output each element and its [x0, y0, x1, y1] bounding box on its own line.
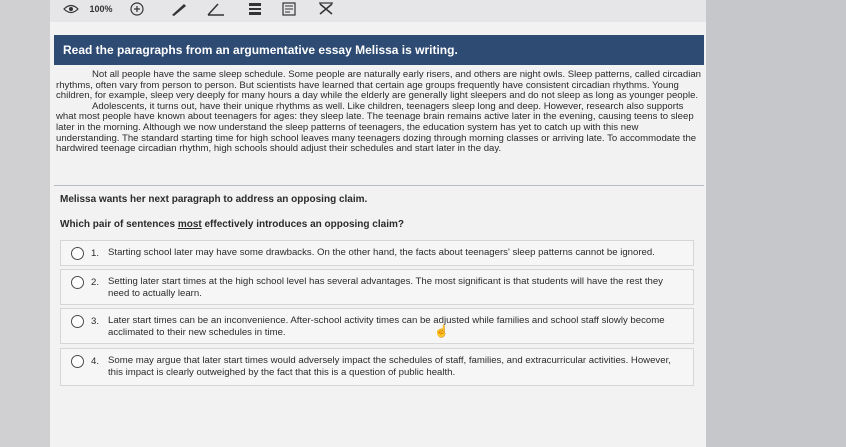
option-text: Later start times can be an inconvenience. After-school activity times can be adjusted while families and school staff slowly become acclimated to their new schedules in time.	[108, 315, 665, 338]
highlighter-icon[interactable]	[205, 0, 227, 18]
hand-cursor-icon: ☝	[434, 324, 449, 338]
right-gutter	[706, 0, 846, 447]
question-emphasis: most	[177, 219, 202, 230]
option-number: 4.	[91, 356, 100, 367]
page-title: Read the paragraphs from an argumentative essay Melissa is writing.	[54, 35, 704, 65]
question-page	[50, 22, 706, 447]
option-text: Setting later start times at the high school level has several advantages. The most significant is that students will have the rest they need to actually learn.	[108, 276, 663, 299]
pencil-icon[interactable]	[168, 0, 190, 18]
answer-option-3[interactable]	[60, 308, 694, 344]
radio-button[interactable]	[71, 315, 84, 328]
answer-option-4[interactable]	[60, 348, 694, 386]
radio-button[interactable]	[71, 355, 84, 368]
eye-icon[interactable]	[60, 0, 82, 18]
option-text: Some may argue that later start times would adversely impact the schedules of staff, families, and extracurricular activities. However, this impact is clearly outweighed by the fact that this is a question of public health.	[108, 355, 671, 378]
prompt-text: Melissa wants her next paragraph to address an opposing claim.	[60, 194, 368, 205]
question-text-before: Which pair of sentences	[60, 219, 178, 230]
question-text-after: effectively introduces an opposing claim?	[201, 219, 404, 230]
answer-option-2[interactable]	[60, 269, 694, 305]
option-number: 1.	[91, 248, 100, 259]
left-gutter	[0, 0, 50, 447]
toolbar	[50, 0, 706, 23]
notepad-icon[interactable]	[280, 0, 300, 18]
cross-out-icon[interactable]	[316, 0, 336, 18]
zoom-level: 100%	[89, 4, 113, 14]
answer-option-1[interactable]	[60, 240, 694, 266]
zoom-in-icon[interactable]	[128, 0, 146, 18]
answer-eliminator-icon[interactable]	[245, 0, 265, 18]
option-number: 3.	[91, 316, 100, 327]
essay-paragraph-1: Not all people have the same sleep schedule. Some people are naturally early risers, and others are night owls. Sleep patterns, called circadian rhythms, often vary from person to person. But scientists have learned that certain age groups frequently have consistent circadian rhythms. Young children, for example, sleep very deeply for many hours a day while the elderly are generally light sleepers and do not sleep as long as younger people.	[56, 69, 702, 102]
radio-button[interactable]	[71, 247, 84, 260]
divider	[54, 185, 704, 186]
essay-paragraph-2: Adolescents, it turns out, have their unique rhythms as well. Like children, teenagers sleep long and deep. However, research also supports what most people have known about teenagers for ages: they sleep late. The teenage brain remains active later in the evening, causing teens to sleep later in the morning. Although we now understand the sleep patterns of teenagers, the education system has yet to catch up with this new understanding. The standard starting time for high school leaves many teenagers dozing through morning classes or arriving late. To accommodate the hardwired teenage circadian rhythm, high schools should adjust their schedules and start later in the day.	[56, 100, 697, 155]
option-number: 2.	[91, 277, 100, 288]
question-text	[60, 219, 404, 230]
option-text: Starting school later may have some drawbacks. On the other hand, the facts about teenagers' sleep patterns cannot be ignored.	[108, 247, 655, 258]
radio-button[interactable]	[71, 276, 84, 289]
essay-passage	[56, 70, 704, 155]
